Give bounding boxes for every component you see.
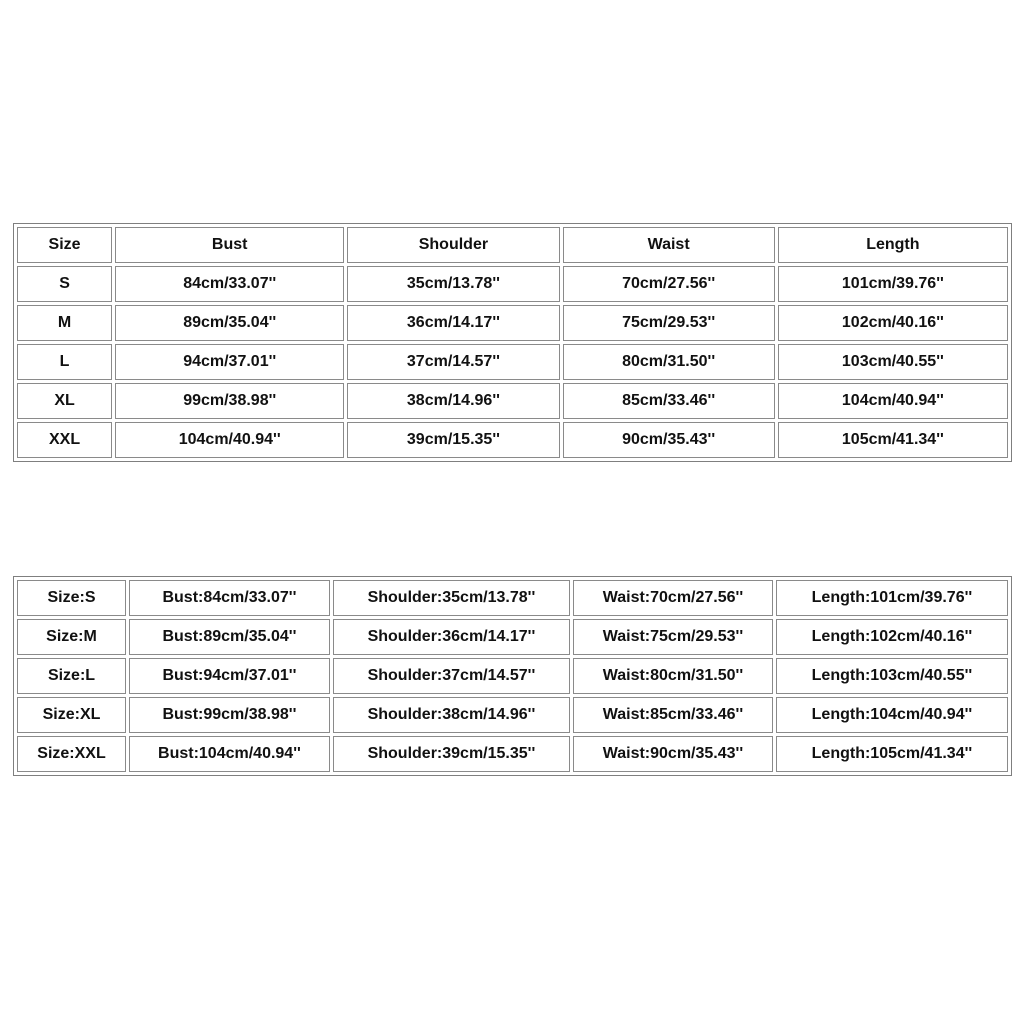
cell-shoulder: 38cm/14.96''	[347, 383, 559, 419]
cell-shoulder: Shoulder:37cm/14.57''	[333, 658, 570, 694]
cell-bust: Bust:104cm/40.94''	[129, 736, 330, 772]
cell-length: 105cm/41.34''	[778, 422, 1008, 458]
cell-size: Size:M	[17, 619, 126, 655]
cell-bust: 84cm/33.07''	[115, 266, 344, 302]
cell-length: Length:103cm/40.55''	[776, 658, 1008, 694]
cell-bust: Bust:99cm/38.98''	[129, 697, 330, 733]
cell-bust: Bust:89cm/35.04''	[129, 619, 330, 655]
cell-shoulder: Shoulder:35cm/13.78''	[333, 580, 570, 616]
cell-bust: 99cm/38.98''	[115, 383, 344, 419]
cell-waist: Waist:75cm/29.53''	[573, 619, 773, 655]
cell-shoulder: 37cm/14.57''	[347, 344, 559, 380]
cell-length: Length:105cm/41.34''	[776, 736, 1008, 772]
table-header-row	[17, 227, 1008, 263]
cell-length: Length:104cm/40.94''	[776, 697, 1008, 733]
cell-shoulder: Shoulder:39cm/15.35''	[333, 736, 570, 772]
cell-shoulder: Shoulder:36cm/14.17''	[333, 619, 570, 655]
cell-bust: Bust:84cm/33.07''	[129, 580, 330, 616]
table-row	[17, 422, 1008, 458]
table-row	[17, 697, 1008, 733]
size-chart-table-bottom	[13, 576, 1012, 776]
size-chart-table-top	[13, 223, 1012, 462]
cell-size: Size:L	[17, 658, 126, 694]
cell-waist: Waist:90cm/35.43''	[573, 736, 773, 772]
cell-waist: 75cm/29.53''	[563, 305, 775, 341]
cell-waist: Waist:70cm/27.56''	[573, 580, 773, 616]
cell-shoulder: Shoulder:38cm/14.96''	[333, 697, 570, 733]
cell-length: 102cm/40.16''	[778, 305, 1008, 341]
header-length: Length	[778, 227, 1008, 263]
cell-bust: 104cm/40.94''	[115, 422, 344, 458]
header-bust: Bust	[115, 227, 344, 263]
table-row	[17, 736, 1008, 772]
cell-length: Length:101cm/39.76''	[776, 580, 1008, 616]
cell-size: M	[17, 305, 112, 341]
table-row	[17, 305, 1008, 341]
cell-length: 103cm/40.55''	[778, 344, 1008, 380]
cell-waist: 90cm/35.43''	[563, 422, 775, 458]
cell-bust: Bust:94cm/37.01''	[129, 658, 330, 694]
cell-size: XXL	[17, 422, 112, 458]
cell-shoulder: 35cm/13.78''	[347, 266, 559, 302]
cell-waist: 80cm/31.50''	[563, 344, 775, 380]
table-row	[17, 619, 1008, 655]
table-row	[17, 383, 1008, 419]
cell-bust: 89cm/35.04''	[115, 305, 344, 341]
cell-waist: 70cm/27.56''	[563, 266, 775, 302]
cell-bust: 94cm/37.01''	[115, 344, 344, 380]
cell-length: 101cm/39.76''	[778, 266, 1008, 302]
cell-size: Size:S	[17, 580, 126, 616]
cell-waist: Waist:85cm/33.46''	[573, 697, 773, 733]
cell-size: S	[17, 266, 112, 302]
table-row	[17, 266, 1008, 302]
header-waist: Waist	[563, 227, 775, 263]
cell-size: L	[17, 344, 112, 380]
cell-waist: 85cm/33.46''	[563, 383, 775, 419]
header-size: Size	[17, 227, 112, 263]
cell-length: 104cm/40.94''	[778, 383, 1008, 419]
table-row	[17, 344, 1008, 380]
cell-shoulder: 39cm/15.35''	[347, 422, 559, 458]
table-row	[17, 658, 1008, 694]
cell-length: Length:102cm/40.16''	[776, 619, 1008, 655]
cell-size: Size:XXL	[17, 736, 126, 772]
cell-size: Size:XL	[17, 697, 126, 733]
cell-shoulder: 36cm/14.17''	[347, 305, 559, 341]
cell-waist: Waist:80cm/31.50''	[573, 658, 773, 694]
header-shoulder: Shoulder	[347, 227, 559, 263]
table-row	[17, 580, 1008, 616]
cell-size: XL	[17, 383, 112, 419]
